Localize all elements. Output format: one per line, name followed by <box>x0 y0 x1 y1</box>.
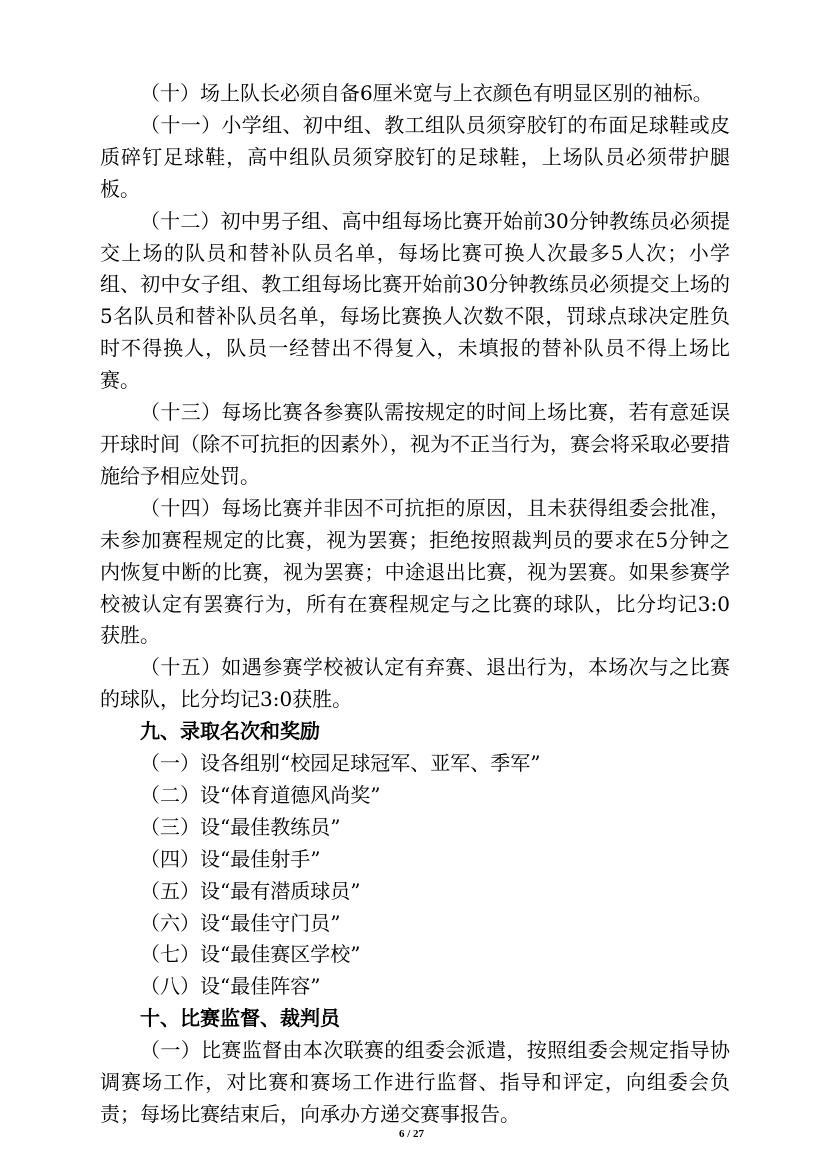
section-heading-9: 九、录取名次和奖励 <box>140 719 320 744</box>
supervision-paragraph: （一）比赛监督由本次联赛的组委会派遣，按照组委会规定指导协调赛场工作，对比赛和赛场工作进行监督、指导和评定，向组委会负责；每场比赛结束后，向承办方递交赛事报告。 <box>100 1038 730 1126</box>
award-item: （五）设“最有潜质球员” <box>140 878 361 903</box>
section-heading-10: 十、比赛监督、裁判员 <box>140 1006 340 1031</box>
award-item: （一）设各组别“校园足球冠军、亚军、季军” <box>140 751 541 776</box>
paragraph-14: （十四）每场比赛并非因不可抗拒的原因，且未获得组委会批准，未参加赛程规定的比赛，视为罢赛；拒绝按照裁判员的要求在5分钟之内恢复中断的比赛，视为罢赛；中途退出比赛，视为罢赛。如果参赛学校被认定有罢赛行为，所有在赛程规定与之比赛的球队，比分均记3:0获胜。 <box>100 495 730 648</box>
paragraph-13: （十三）每场比赛各参赛队需按规定的时间上场比赛，若有意延误开球时间（除不可抗拒的因素外），视为不正当行为，赛会将采取必要措施给予相应处罚。 <box>100 400 730 488</box>
award-item: （七）设“最佳赛区学校” <box>140 942 361 967</box>
award-item: （八）设“最佳阵容” <box>140 974 321 999</box>
award-item: （二）设“体育道德风尚奖” <box>140 782 381 807</box>
award-item: （六）设“最佳守门员” <box>140 910 341 935</box>
paragraph-10: （十）场上队长必须自备6厘米宽与上衣颜色有明显区别的袖标。 <box>140 81 713 105</box>
award-item: （三）设“最佳教练员” <box>140 814 341 839</box>
award-item: （四）设“最佳射手” <box>140 846 321 871</box>
document-body <box>100 78 730 1131</box>
paragraph-15: （十五）如遇参赛学校被认定有弃赛、退出行为，本场次与之比赛的球队，比分均记3:0获胜。 <box>100 655 730 712</box>
page-number: 6 / 27 <box>398 1128 425 1140</box>
paragraph-11: （十一）小学组、初中组、教工组队员须穿胶钉的布面足球鞋或皮质碎钉足球鞋，高中组队员须穿胶钉的足球鞋，上场队员必须带护腿板。 <box>100 112 730 201</box>
paragraph-12: （十二）初中男子组、高中组每场比赛开始前30分钟教练员必须提交上场的队员和替补队员名单，每场比赛可换人次最多5人次；小学组、初中女子组、教工组每场比赛开始前30分钟教练员必须提交上场的5名队员和替补队员名单，每场比赛换人次数不限，罚球点球决定胜负时不得换人，队员一经替出不得复入，未填报的替补队员不得上场比赛。 <box>100 208 730 393</box>
